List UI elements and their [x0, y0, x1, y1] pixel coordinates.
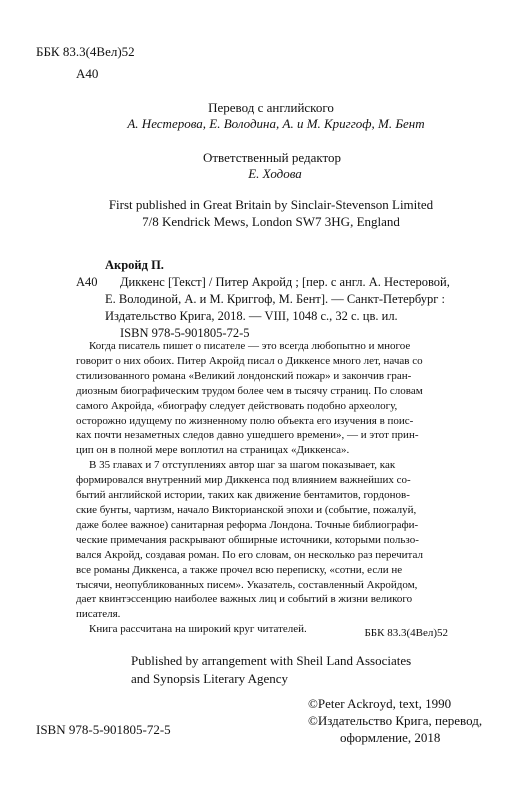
- annotation-line: ские бунты, чартизм, начало Викторианской эпохи и (событие, пожалуй,: [76, 503, 417, 516]
- copyright-publisher-cont: оформление, 2018: [340, 730, 441, 745]
- first-published-line2: 7/8 Kendrick Mews, London SW7 3HG, England: [142, 214, 400, 229]
- annotation-line: цип он в полной мере воплотил на страницах «Диккенса».: [76, 444, 350, 457]
- annotation-line: ках почти незаметных следов давно ушедшего времени», — и этот прин-: [76, 429, 419, 442]
- annotation-line: дает квинтэссенцию наиболее важных лиц и событий в жизни великого: [76, 593, 413, 606]
- annotation-line: формировался внутренний мир Диккенса под влиянием важнейших со-: [76, 474, 411, 487]
- catalog-isbn: ISBN 978-5-901805-72-5: [120, 326, 250, 340]
- annotation-paragraph-3: Книга рассчитана на широкий круг читателей.: [89, 623, 307, 636]
- annotation-line: все романы Диккенса, а также прочел всю переписку, «сотни, если не: [76, 563, 403, 576]
- annotation-line: В 35 главах и 7 отступлениях автор шаг за шагом показывает, как: [89, 459, 396, 472]
- annotation-line: Когда писатель пишет о писателе — это всегда любопытно и многое: [89, 340, 411, 352]
- annotation-paragraph-2: [76, 458, 446, 622]
- catalog-line-2: Е. Володиной, А. и М. Криггоф, М. Бент]. — Санкт-Петербург :: [105, 292, 445, 306]
- annotation-line: говорит о них обоих. Питер Акройд писал о Диккенсе много лет, начав со: [76, 354, 423, 367]
- bbk-code: ББК 83.3(4Вел)52: [36, 44, 135, 59]
- translation-title: Перевод с английского: [208, 100, 334, 115]
- annotation-line: писателя.: [76, 608, 121, 621]
- annotation-line: самого Акройда, «биографу следует действовать подобно археологу,: [76, 399, 398, 412]
- annotation-line: даже более важное) санитарная реформа Лондона. Точные библиографи-: [76, 518, 419, 531]
- annotation-line: диозным биографическим трудом более чем в тысячу страниц. По словам: [76, 384, 423, 397]
- first-published-line1: First published in Great Britain by Sinclair-Stevenson Limited: [108, 197, 434, 212]
- bbk-repeat: ББК 83.3(4Вел)52: [364, 627, 448, 639]
- footer-isbn: ISBN 978-5-901805-72-5: [36, 722, 171, 737]
- catalog-author-mark: А40: [76, 275, 98, 289]
- author-mark: А40: [76, 66, 99, 81]
- copyright-publisher: ©Издательство Крига, перевод,: [308, 713, 483, 728]
- annotation-line: тысячи, неопубликованных писем». Указатель, составленный Акройдом,: [76, 578, 418, 591]
- annotation-line: стилизованного романа «Великий лондонский пожар» и закончив гран-: [76, 369, 412, 382]
- annotation: [76, 339, 446, 637]
- catalog-line-3: Издательство Крига, 2018. — VIII, 1048 с., 32 с. цв. ил.: [105, 309, 398, 323]
- catalog-author: Акройд П.: [105, 258, 164, 272]
- catalog-line-1: Диккенс [Текст] / Питер Акройд ; [пер. с англ. А. Нестеровой,: [120, 275, 450, 289]
- annotation-line: бытий английской истории, таких как движение бентамитов, гордонов-: [76, 489, 410, 502]
- editor-name: Е. Ходова: [248, 166, 302, 181]
- annotation-line: осторожно идущему по жизненному полю объекта его изучения в поис-: [76, 414, 414, 427]
- copyright-author: ©Peter Ackroyd, text, 1990: [308, 696, 452, 711]
- annotation-line: ческие примечания раскрывают обширные источники, которыми пользо-: [76, 533, 419, 546]
- annotation-line: вался Акройд, создавая роман. По его словам, он несколько раз перечитал: [76, 548, 423, 561]
- annotation-paragraph-1: [76, 339, 446, 458]
- editor-title: Ответственный редактор: [202, 150, 342, 165]
- arrangement-line1: Published by arrangement with Sheil Land Associates: [131, 653, 412, 668]
- translators: А. Нестерова, Е. Володина, А. и М. Криггоф, М. Бент: [127, 116, 425, 131]
- arrangement-line2: and Synopsis Literary Agency: [131, 671, 289, 686]
